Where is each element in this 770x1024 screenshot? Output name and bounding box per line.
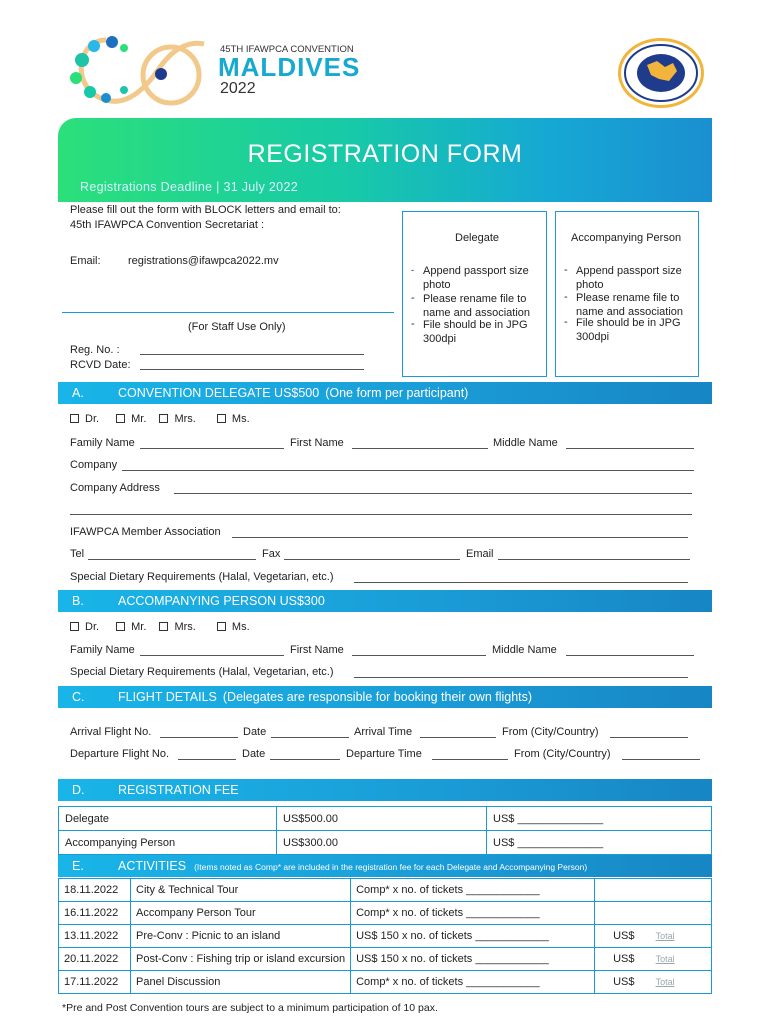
first-name-label: First Name [290, 437, 344, 449]
activity-cost[interactable]: Comp* x no. of tickets ____________ [351, 879, 595, 902]
photo-box-heading: Delegate [455, 232, 500, 244]
section-title: ACTIVITIES [118, 859, 187, 873]
member-association-label: IFAWPCA Member Association [70, 526, 221, 538]
photo-box-item: Append passport size photo [423, 265, 529, 291]
activity-date: 20.11.2022 [59, 948, 131, 971]
photo-box-dash: - [564, 291, 568, 303]
fee-amount: US$500.00 [277, 807, 487, 831]
seal-map-icon [621, 41, 701, 105]
title-mr-checkbox[interactable]: Mr. [116, 413, 146, 425]
section-title: FLIGHT DETAILS [118, 690, 217, 704]
photo-box-dash: - [411, 292, 415, 304]
activity-date: 13.11.2022 [59, 925, 131, 948]
section-letter: A. [72, 386, 84, 400]
activity-cost[interactable]: US$ 150 x no. of tickets ____________ [351, 948, 595, 971]
photo-box-item: File should be in JPG 300dpi [423, 319, 528, 345]
activity-name: Accompany Person Tour [131, 902, 351, 925]
photo-box-dash: - [564, 316, 568, 328]
company-address-field[interactable] [174, 493, 692, 494]
table-row [59, 902, 712, 925]
section-title: REGISTRATION FEE [118, 783, 239, 797]
country-title: MALDIVES [218, 52, 361, 82]
member-association-field[interactable] [232, 537, 688, 538]
tel-field[interactable] [88, 559, 256, 560]
convention-logo [66, 30, 216, 110]
registration-deadline: Registrations Deadline | 31 July 2022 [80, 180, 298, 194]
table-row [59, 925, 712, 948]
company-address-label: Company Address [70, 482, 160, 494]
departure-date-field[interactable] [270, 759, 340, 760]
activity-name: City & Technical Tour [131, 879, 351, 902]
company-label: Company [70, 459, 118, 471]
fee-payment-field[interactable]: US$ ______________ [487, 831, 712, 855]
section-note: (Delegates are responsible for booking their own flights) [222, 690, 533, 704]
departure-time-label: Departure Time [346, 748, 422, 760]
dietary-field[interactable] [354, 677, 688, 678]
registration-fee-table [58, 806, 712, 855]
section-letter: D. [72, 783, 85, 797]
company-field[interactable] [122, 470, 694, 471]
photo-box-item: Please rename file to name and association [576, 292, 684, 318]
tel-label: Tel [70, 548, 85, 560]
email-label: Email: [70, 255, 101, 267]
section-b-header [58, 590, 712, 612]
section-a-header [58, 382, 712, 404]
activity-date: 17.11.2022 [59, 971, 131, 994]
arrival-from-field[interactable] [610, 737, 688, 738]
photo-box-item: Please rename file to name and association [423, 293, 531, 319]
arrival-date-field[interactable] [271, 737, 349, 738]
company-address-field-2[interactable] [70, 514, 692, 515]
photo-box-item: Append passport size photo [576, 265, 682, 291]
departure-time-field[interactable] [432, 759, 508, 760]
table-row [59, 879, 712, 902]
middle-name-field[interactable] [566, 655, 694, 656]
fee-label: Accompanying Person [59, 831, 277, 855]
activity-total[interactable]: US$ Total [595, 925, 712, 948]
delegate-photo-box[interactable] [402, 211, 547, 377]
intro-line-2: 45th IFAWPCA Convention Secretariat : [70, 219, 265, 231]
departure-from-label: From (City/Country) [514, 748, 611, 760]
email-field[interactable] [498, 559, 690, 560]
title-dr-checkbox[interactable]: Dr. [70, 413, 99, 425]
arrival-flight-label: Arrival Flight No. [70, 726, 152, 738]
family-name-label: Family Name [70, 437, 135, 449]
fee-amount: US$300.00 [277, 831, 487, 855]
arrival-date-label: Date [243, 726, 267, 738]
title-options-b [70, 621, 250, 633]
activity-total[interactable]: US$ Total [595, 948, 712, 971]
first-name-field[interactable] [352, 448, 488, 449]
photo-box-dash: - [411, 265, 415, 276]
arrival-time-field[interactable] [420, 737, 496, 738]
page-title: REGISTRATION FORM [247, 140, 523, 168]
section-letter: C. [72, 690, 85, 704]
photo-box-heading: Accompanying Person [571, 232, 682, 244]
departure-date-label: Date [242, 748, 266, 760]
accompanying-photo-box[interactable] [555, 211, 699, 377]
title-mr-checkbox[interactable]: Mr. [116, 621, 146, 633]
departure-flight-field[interactable] [178, 759, 236, 760]
photo-box-dash: - [411, 318, 415, 330]
email-link[interactable]: registrations@ifawpca2022.mv [128, 255, 279, 267]
activity-total[interactable]: US$ Total [595, 971, 712, 994]
activity-date: 16.11.2022 [59, 902, 131, 925]
footnote: *Pre and Post Convention tours are subject to a minimum participation of 10 pax. [62, 1002, 438, 1014]
ifawpca-seal [618, 38, 704, 108]
activity-name: Panel Discussion [131, 971, 351, 994]
section-title: ACCOMPANYING PERSON US$300 [118, 594, 325, 608]
dietary-field[interactable] [354, 582, 688, 583]
family-name-label: Family Name [70, 644, 135, 656]
table-row [59, 807, 712, 831]
section-letter: E. [72, 859, 84, 873]
activity-cost[interactable]: Comp* x no. of tickets ____________ [351, 971, 595, 994]
reg-no-field[interactable] [140, 354, 364, 355]
activity-date: 18.11.2022 [59, 879, 131, 902]
section-d-header [58, 779, 712, 801]
title-ms-checkbox[interactable]: Ms. [217, 413, 250, 425]
middle-name-label: Middle Name [492, 644, 557, 656]
section-c-header [58, 686, 712, 708]
email-field-label: Email [466, 548, 494, 560]
section-e-header [58, 855, 712, 877]
family-name-field[interactable] [140, 655, 284, 656]
fee-payment-field[interactable]: US$ ______________ [487, 807, 712, 831]
reg-no-label: Reg. No. : [70, 344, 120, 356]
middle-name-label: Middle Name [493, 437, 558, 449]
photo-box-dash: - [564, 264, 568, 276]
section-note: (Items noted as Comp* are included in the registration fee for each Delegate and Accompanying Person) [194, 862, 588, 872]
middle-name-field[interactable] [566, 448, 694, 449]
fax-label: Fax [262, 548, 281, 560]
section-note: (One form per participant) [325, 386, 469, 400]
family-name-field[interactable] [140, 448, 284, 449]
staff-divider [62, 312, 394, 313]
staff-use-label: (For Staff Use Only) [188, 321, 286, 333]
activity-cost[interactable]: US$ 150 x no. of tickets ____________ [351, 925, 595, 948]
fax-field[interactable] [284, 559, 460, 560]
departure-from-field[interactable] [622, 759, 700, 760]
dietary-label: Special Dietary Requirements (Halal, Vegetarian, etc.) [70, 571, 334, 583]
first-name-label: First Name [290, 644, 344, 656]
table-row [59, 971, 712, 994]
title-ms-checkbox[interactable]: Ms. [217, 621, 250, 633]
intro-line-1: Please fill out the form with BLOCK letters and email to: [70, 204, 341, 216]
fee-label: Delegate [59, 807, 277, 831]
convention-line: 45TH IFAWPCA CONVENTION [220, 44, 354, 55]
title-dr-checkbox[interactable]: Dr. [70, 621, 99, 633]
section-title: CONVENTION DELEGATE US$500 [118, 386, 320, 400]
dietary-label: Special Dietary Requirements (Halal, Vegetarian, etc.) [70, 666, 334, 678]
activity-total[interactable] [595, 902, 712, 925]
registration-header [58, 118, 712, 202]
departure-flight-label: Departure Flight No. [70, 748, 170, 760]
arrival-from-label: From (City/Country) [502, 726, 599, 738]
activity-name: Pre-Conv : Picnic to an island [131, 925, 351, 948]
table-row [59, 831, 712, 855]
rcvd-date-field[interactable] [140, 369, 364, 370]
first-name-field[interactable] [352, 655, 486, 656]
title-options-a [70, 413, 250, 425]
activity-cost[interactable]: Comp* x no. of tickets ____________ [351, 902, 595, 925]
photo-box-item: File should be in JPG 300dpi [576, 317, 681, 343]
arrival-flight-field[interactable] [160, 737, 238, 738]
maldives-logo-icon [66, 30, 216, 110]
activity-name: Post-Conv : Fishing trip or island excursion [131, 948, 351, 971]
activities-table [58, 878, 712, 994]
convention-year: 2022 [220, 80, 256, 97]
arrival-time-label: Arrival Time [354, 726, 413, 738]
activity-total[interactable] [595, 879, 712, 902]
title-mrs-checkbox[interactable]: Mrs. [159, 413, 195, 425]
section-letter: B. [72, 594, 84, 608]
title-mrs-checkbox[interactable]: Mrs. [159, 621, 195, 633]
rcvd-date-label: RCVD Date: [70, 359, 131, 371]
table-row [59, 948, 712, 971]
